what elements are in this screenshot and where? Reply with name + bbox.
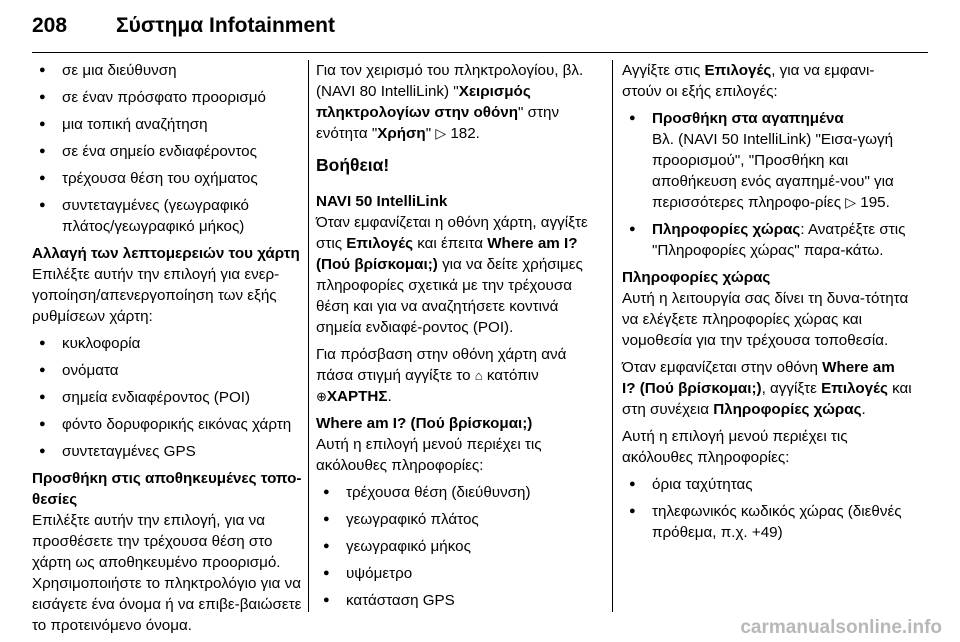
page-header [32,6,932,46]
country-info-option: Πληροφορίες χώρας [652,221,801,238]
page-reference: 182. [450,125,480,142]
keyboard-paragraph: Για τον χειρισμό του πληκτρολογίου, βλ. (NAVI 80 IntelliLink) "Χειρισμός πληκτρολογίων στην οθόνη" στην ενότητα "Χρήση" ▷ 182. [316,62,584,142]
list-item: ● τρέχουσα θέση (διεύθυνση) [316,482,601,503]
map-settings-list [32,333,302,462]
position-info-list [316,482,601,611]
header-rule [32,52,928,53]
menu-text: Αυτή η επιλογή μενού περιέχει τις ακόλουθες πληροφορίες: [622,428,848,466]
list-item: ● τηλεφωνικός κωδικός χώρας (διεθνές πρόθεμα, π.χ. +49) [622,501,912,543]
country-info-list [622,474,912,543]
map-details-text: Επιλέξτε αυτήν την επιλογή για ενερ-γοποίηση/απενεργοποίηση των εξής ρυθμίσεων χάρτη: [32,266,280,325]
map-details-heading: Αλλαγή των λεπτομερειών του χάρτη [32,245,300,262]
list-item: ● κυκλοφορία [32,333,302,354]
country-info-heading: Πληροφορίες χώρας [622,269,771,286]
list-item: ● όρια ταχύτητας [622,474,912,495]
home-icon: ⌂ [474,368,483,383]
favourites-heading: Προσθήκη στις αποθηκευμένες τοπο-θεσίες [32,470,302,508]
page-title: Σύστημα Infotainment [116,14,335,37]
list-item: ● μια τοπική αναζήτηση [32,114,302,135]
list-item: ● υψόμετρο [316,563,601,584]
country-info-para: Αυτή η λειτουργία σας δίνει τη δυνα-τότητα να ελέγξετε πληροφορίες χώρας και νομοθεσία για την τρέχουσα τοποθεσία. [622,290,909,349]
list-item: ● σε έναν πρόσφατο προορισμό [32,87,302,108]
keyboard-link: Χειρισμός πληκτρολογίων στην οθόνη [316,83,531,121]
whereami-heading: Where am I? (Πού βρίσκομαι;) [316,415,533,432]
navi50-heading: NAVI 50 IntelliLink [316,193,448,210]
quick-access-text: Για πρόσβαση στην οθόνη χάρτη ανά πάσα στιγμή αγγίξτε το ⌂ κατόπιν ⊕ΧΑΡΤΗΣ. [316,346,567,405]
watermark-text: carmanualsonline.info [740,617,942,638]
watermark [565,613,960,642]
navi50-text: Όταν εμφανίζεται η οθόνη χάρτη, αγγίξτε στις Επιλογές και έπειτα Where am I? (Πού βρίσκομαι;) για να δείτε χρήσιμες πληροφορίες σχετικά με την τρέχουσα θέση και για να αναζητήσετε κοντινά σημεία ενδιαφέ-ροντος (POI). [316,214,588,336]
list-item: ● σε μια διεύθυνση [32,60,302,81]
favourites-option: Προσθήκη στα αγαπημένα [652,110,844,127]
list-item: ● γεωγραφικό μήκος [316,536,601,557]
list-item: ● συντεταγμένες (γεωγραφικό πλάτος/γεωγραφικό μήκος) [32,195,302,237]
list-item: ● γεωγραφικό πλάτος [316,509,601,530]
list-item: ● σε ένα σημείο ενδιαφέροντος [32,141,302,162]
list-item: ● Πληροφορίες χώρας: Ανατρέξτε στις "Πληροφορίες χώρας" παρα-κάτω. [622,219,912,261]
map-icon: ⊕ [316,389,327,404]
reference-arrow-icon: ▷ [845,194,857,210]
reference-arrow-icon: ▷ [435,125,447,141]
column-3 [622,60,912,549]
column-2 [316,60,601,617]
page-number: 208 [32,14,68,37]
whereami-text: Αυτή η επιλογή μενού περιέχει τις ακόλουθες πληροφορίες: [316,436,542,474]
list-item: ● σημεία ενδιαφέροντος (POI) [32,387,302,408]
list-item: ● Προσθήκη στα αγαπημένα Βλ. (NAVI 50 IntelliLink) "Εισα-γωγή προορισμού", "Προσθήκη και αποθήκευση ενός αγαπημέ-νου" για περισσότερες πληροφο-ρίες ▷ 195. [622,108,912,213]
section-link: Χρήση [377,125,426,142]
list-item: ● συντεταγμένες GPS [32,441,302,462]
column-divider [612,60,613,612]
list-item: ● ονόματα [32,360,302,381]
list-item: ● κατάσταση GPS [316,590,601,611]
options-list [622,108,912,261]
destination-list [32,60,302,237]
country-info-instructions: Όταν εμφανίζεται στην οθόνη Where am I? (Πού βρίσκομαι;), αγγίξτε Επιλογές και στη συνέχεια Πληροφορίες χώρας. [622,359,912,418]
help-heading: Βοήθεια! [316,155,390,175]
column-divider [308,60,309,612]
favourites-text: Επιλέξτε αυτήν την επιλογή, για να προσθέσετε την τρέχουσα θέση στο χάρτη ως αποθηκευμένο προορισμό. Χρησιμοποιήστε το πληκτρολόγιο για να εισάγετε ένα όνομα ή να επιβε-βαιώσετε το προτεινόμενο όνομα. [32,512,302,634]
page-reference: 195. [860,194,890,211]
column-1 [32,60,302,636]
options-intro: Αγγίξτε στις Επιλογές, για να εμφανι-στούν οι εξής επιλογές: [622,62,875,100]
list-item: ● φόντο δορυφορικής εικόνας χάρτη [32,414,302,435]
list-item: ● τρέχουσα θέση του οχήματος [32,168,302,189]
